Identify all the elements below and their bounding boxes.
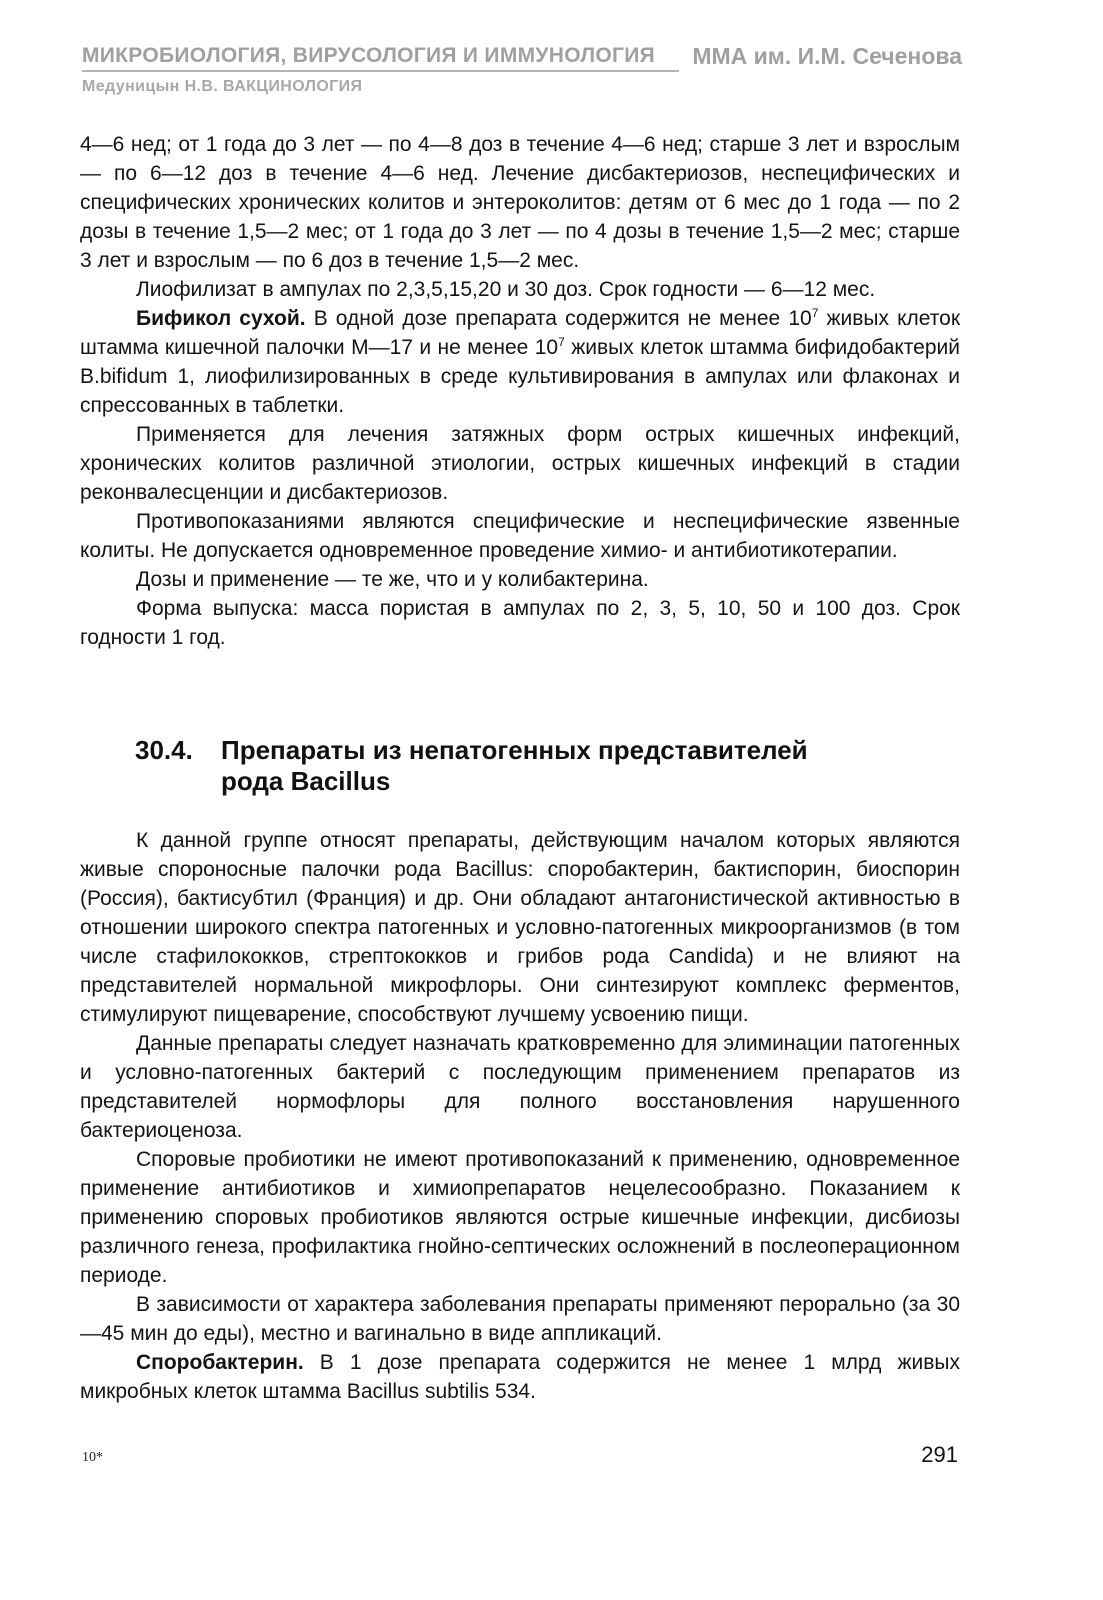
paragraph-spore-probiotics: Споровые пробиотики не имеют противопоказаний к применению, одновременное применение антибиотиков и химиопрепаратов нецелесообразно. Показанием к применению споровых пробиотиков являются острые кишечные инфекции, дисбиозы различного генеза, профилактика гнойно-септических осложнений в послеоперационном периоде. — [80, 1148, 960, 1287]
paragraph-contraindications: Противопоказаниями являются специфические и неспецифические язвенные колиты. Не допускается одновременное проведение химио- и антибиотикотерапии. — [80, 510, 960, 562]
header-rule — [82, 70, 679, 72]
header-subtitle: Медуницын Н.В. ВАКЦИНОЛОГИЯ — [82, 78, 363, 95]
paragraph-short-term-use: Данные препараты следует назначать кратковременно для элиминации патогенных и условно-патогенных бактерий с последующим применением препаратов из представителей нормофлоры для полного восстановления нарушенного бактериоценоза. — [80, 1032, 960, 1142]
paragraph-indications: Применяется для лечения затяжных форм острых кишечных инфекций, хронических колитов различной этиологии, острых кишечных инфекций в стадии реконвалесценции и дисбактериозов. — [80, 423, 960, 504]
signature-mark: 10* — [82, 1450, 103, 1465]
bifikol-term: Бификол сухой. — [136, 307, 306, 330]
paragraph-administration: В зависимости от характера заболевания препараты применяют перорально (за 30—45 мин до еды), местно и вагинально в виде аппликаций. — [80, 1293, 960, 1345]
section-title-line1: Препараты из непатогенных представителей — [221, 735, 808, 765]
header-book-title: МИКРОБИОЛОГИЯ, ВИРУСОЛОГИЯ И ИММУНОЛОГИЯ — [82, 44, 656, 67]
exponent: 7 — [811, 306, 819, 320]
paragraph-doses: Дозы и применение — те же, что и у колибактерина. — [136, 568, 649, 591]
paragraph-sporobacterin: Споробактерин. В 1 дозе препарата содержится не менее 1 млрд живых микробных клеток штамма Bacillus subtilis 534. — [80, 1351, 960, 1403]
paragraph-lyophilizate: Лиофилизат в ампулах по 2,3,5,15,20 и 30 доз. Срок годности — 6—12 мес. — [136, 278, 876, 301]
page-number: 291 — [921, 1442, 958, 1467]
paragraph-bifikol: Бификол сухой. В одной дозе препарата содержится не менее $10^7$ живых клеток штамма кишечной палочки М—17 и не менее $10^7$ живых клеток штамма бифидобактерий B.bifidum 1, лиофилизированных в среде культивирования в ампулах или флаконах и спрессованных в таблетки. — [80, 306, 961, 417]
top-text-block — [80, 130, 960, 652]
exponent: 7 — [558, 335, 565, 349]
paragraph-bacillus-group: К данной группе относят препараты, действующим началом которых являются живые спороносные палочки рода Bacillus: споробактерин, бактиспорин, биоспорин (Россия), бактисубтил (Франция) и др. Они обладают антагонистической активностью в отношении широкого спектра патогенных и условно-патогенных микроорганизмов (в том числе стафилококков, стрептококков и грибов рода Candida) и не влияют на представителей нормальной микрофлоры. Они синтезируют комплекс ферментов, стимулируют пищеварение, способствуют лучшему усвоению пищи. — [80, 829, 960, 1026]
sporobacterin-term: Споробактерин. — [136, 1351, 304, 1374]
section-number: 30.4. — [135, 735, 193, 765]
bottom-text-block — [80, 826, 960, 1406]
running-header — [82, 44, 962, 72]
paragraph-release-form: Форма выпуска: масса пористая в ампулах по 2, 3, 5, 10, 50 и 100 доз. Срок годности 1 год. — [80, 597, 960, 649]
paragraph-dosage-continued: 4—6 нед; от 1 года до 3 лет — по 4—8 доз в течение 4—6 нед; старше 3 лет и взрослым — по 6—12 доз в течение 4—6 нед. Лечение дисбактериозов, неспецифических и специфических хронических колитов и энтероколитов: детям от 6 мес до 1 года — по 2 дозы в течение 1,5—2 мес; от 1 года до 3 лет — по 4 дозы в течение 1,5—2 мес; старше 3 лет и взрослым — по 6 доз в течение 1,5—2 мес. — [80, 133, 960, 272]
header-publisher: ММА им. И.М. Сеченова — [692, 43, 962, 69]
section-title-line2: рода Bacillus — [221, 766, 391, 796]
